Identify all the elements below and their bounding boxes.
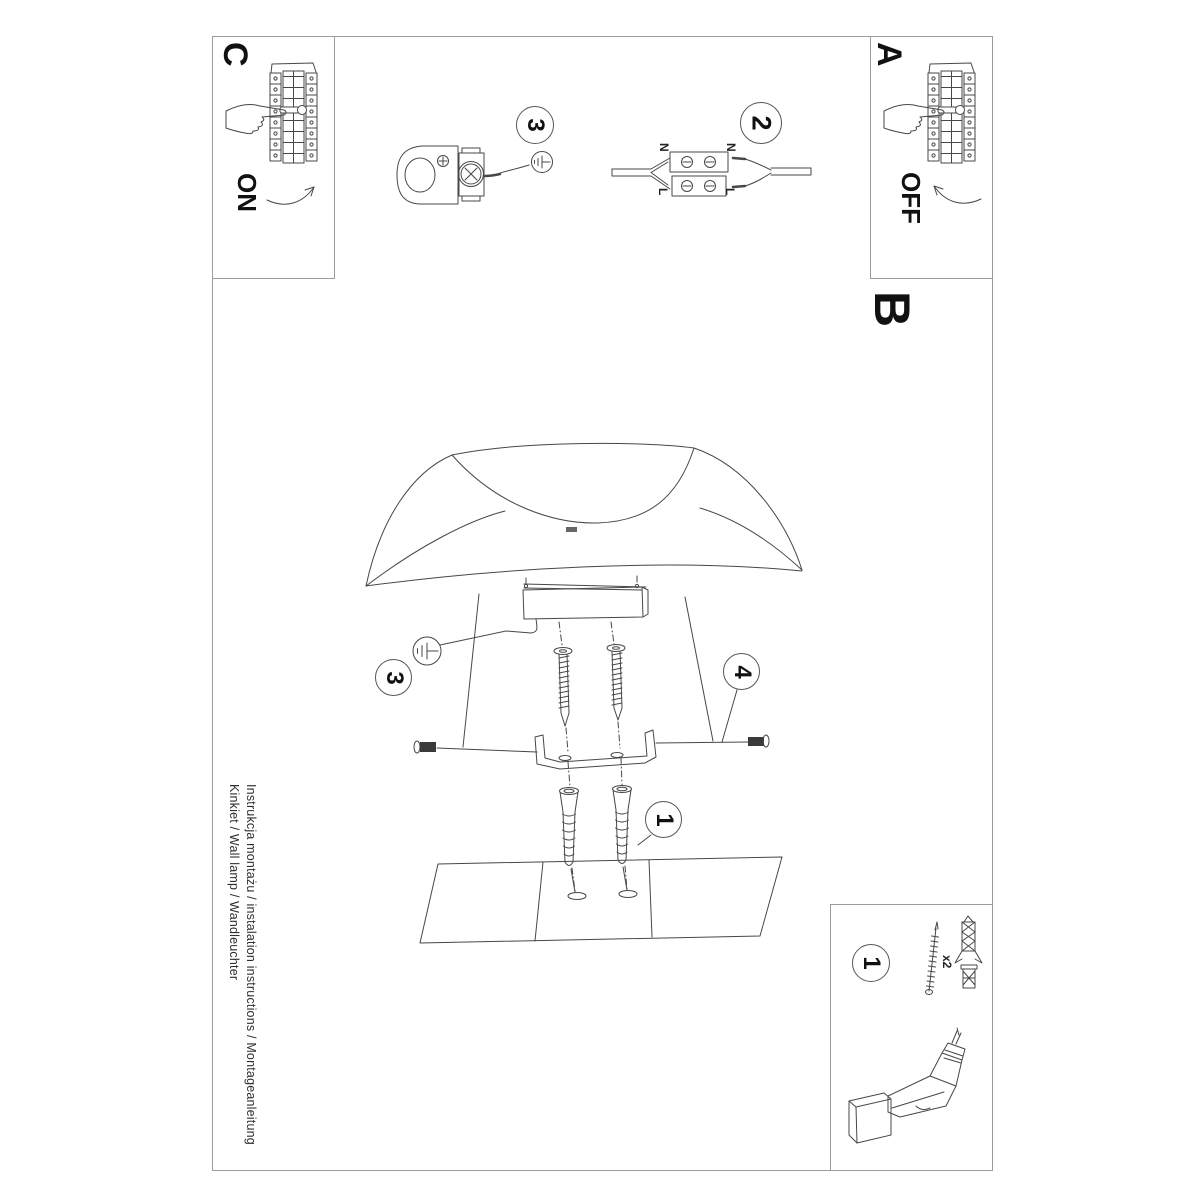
- step-a-label: A: [870, 42, 908, 67]
- wall-trapezoid-illustration: [463, 594, 713, 747]
- screw-qty-label: x2: [940, 955, 954, 969]
- step-1-mid-number: 1: [650, 812, 678, 827]
- step-2-number: 2: [746, 115, 777, 131]
- n-label-left: N: [657, 143, 671, 152]
- footer-line-2: Kinkiet / Wall lamp / Wandleuchter: [227, 784, 241, 981]
- parts-anchor-illustration: [955, 916, 982, 988]
- wire-connector-illustration: [612, 152, 811, 196]
- step-2-badge: [740, 102, 782, 144]
- step-4-badge: [723, 653, 760, 690]
- l-label-left: L: [656, 188, 670, 196]
- l-label-right: L: [723, 188, 737, 196]
- bolts-illustration: [414, 690, 769, 753]
- step-1-parts-number: 1: [858, 956, 885, 970]
- footer-line-1: Instrukcja montażu / instalation instructions / Montageanleitung: [244, 784, 258, 1145]
- lamp-shade-illustration: [366, 443, 802, 586]
- earth-symbol-icon-top: [532, 152, 553, 173]
- earth-symbol-icon-mid: [413, 631, 506, 665]
- mounting-bracket-illustration: [535, 730, 656, 769]
- step-3-badge-mid: [375, 659, 412, 696]
- step-c-label: C: [216, 42, 254, 67]
- off-arrow-icon: [934, 186, 981, 203]
- n-label-right: N: [724, 143, 738, 152]
- mounting-box-illustration: [506, 576, 648, 633]
- sensor-terminal-illustration: [397, 146, 529, 204]
- step-4-number: 4: [728, 664, 756, 679]
- hand-icon-c: [226, 105, 286, 134]
- step-b-label: B: [864, 291, 920, 328]
- wall-panel-illustration: [420, 857, 782, 943]
- off-label: OFF: [896, 172, 926, 224]
- drill-icon: [849, 1028, 965, 1143]
- mounting-screws-illustration: [554, 645, 625, 727]
- parts-screw-illustration: [926, 922, 939, 995]
- on-arrow-icon: [267, 187, 314, 204]
- on-label: ON: [232, 173, 262, 212]
- step-3-top-number: 3: [522, 118, 549, 132]
- breaker-panel-a: [928, 63, 975, 163]
- step-3-mid-number: 3: [380, 670, 408, 685]
- hand-icon-a: [884, 105, 944, 134]
- breaker-panel-c: [270, 63, 317, 163]
- step-1-badge-parts: [852, 944, 890, 982]
- step-3-badge-top: [516, 106, 554, 144]
- wall-anchors-illustration: [560, 786, 652, 866]
- step-1-badge-mid: [645, 801, 682, 838]
